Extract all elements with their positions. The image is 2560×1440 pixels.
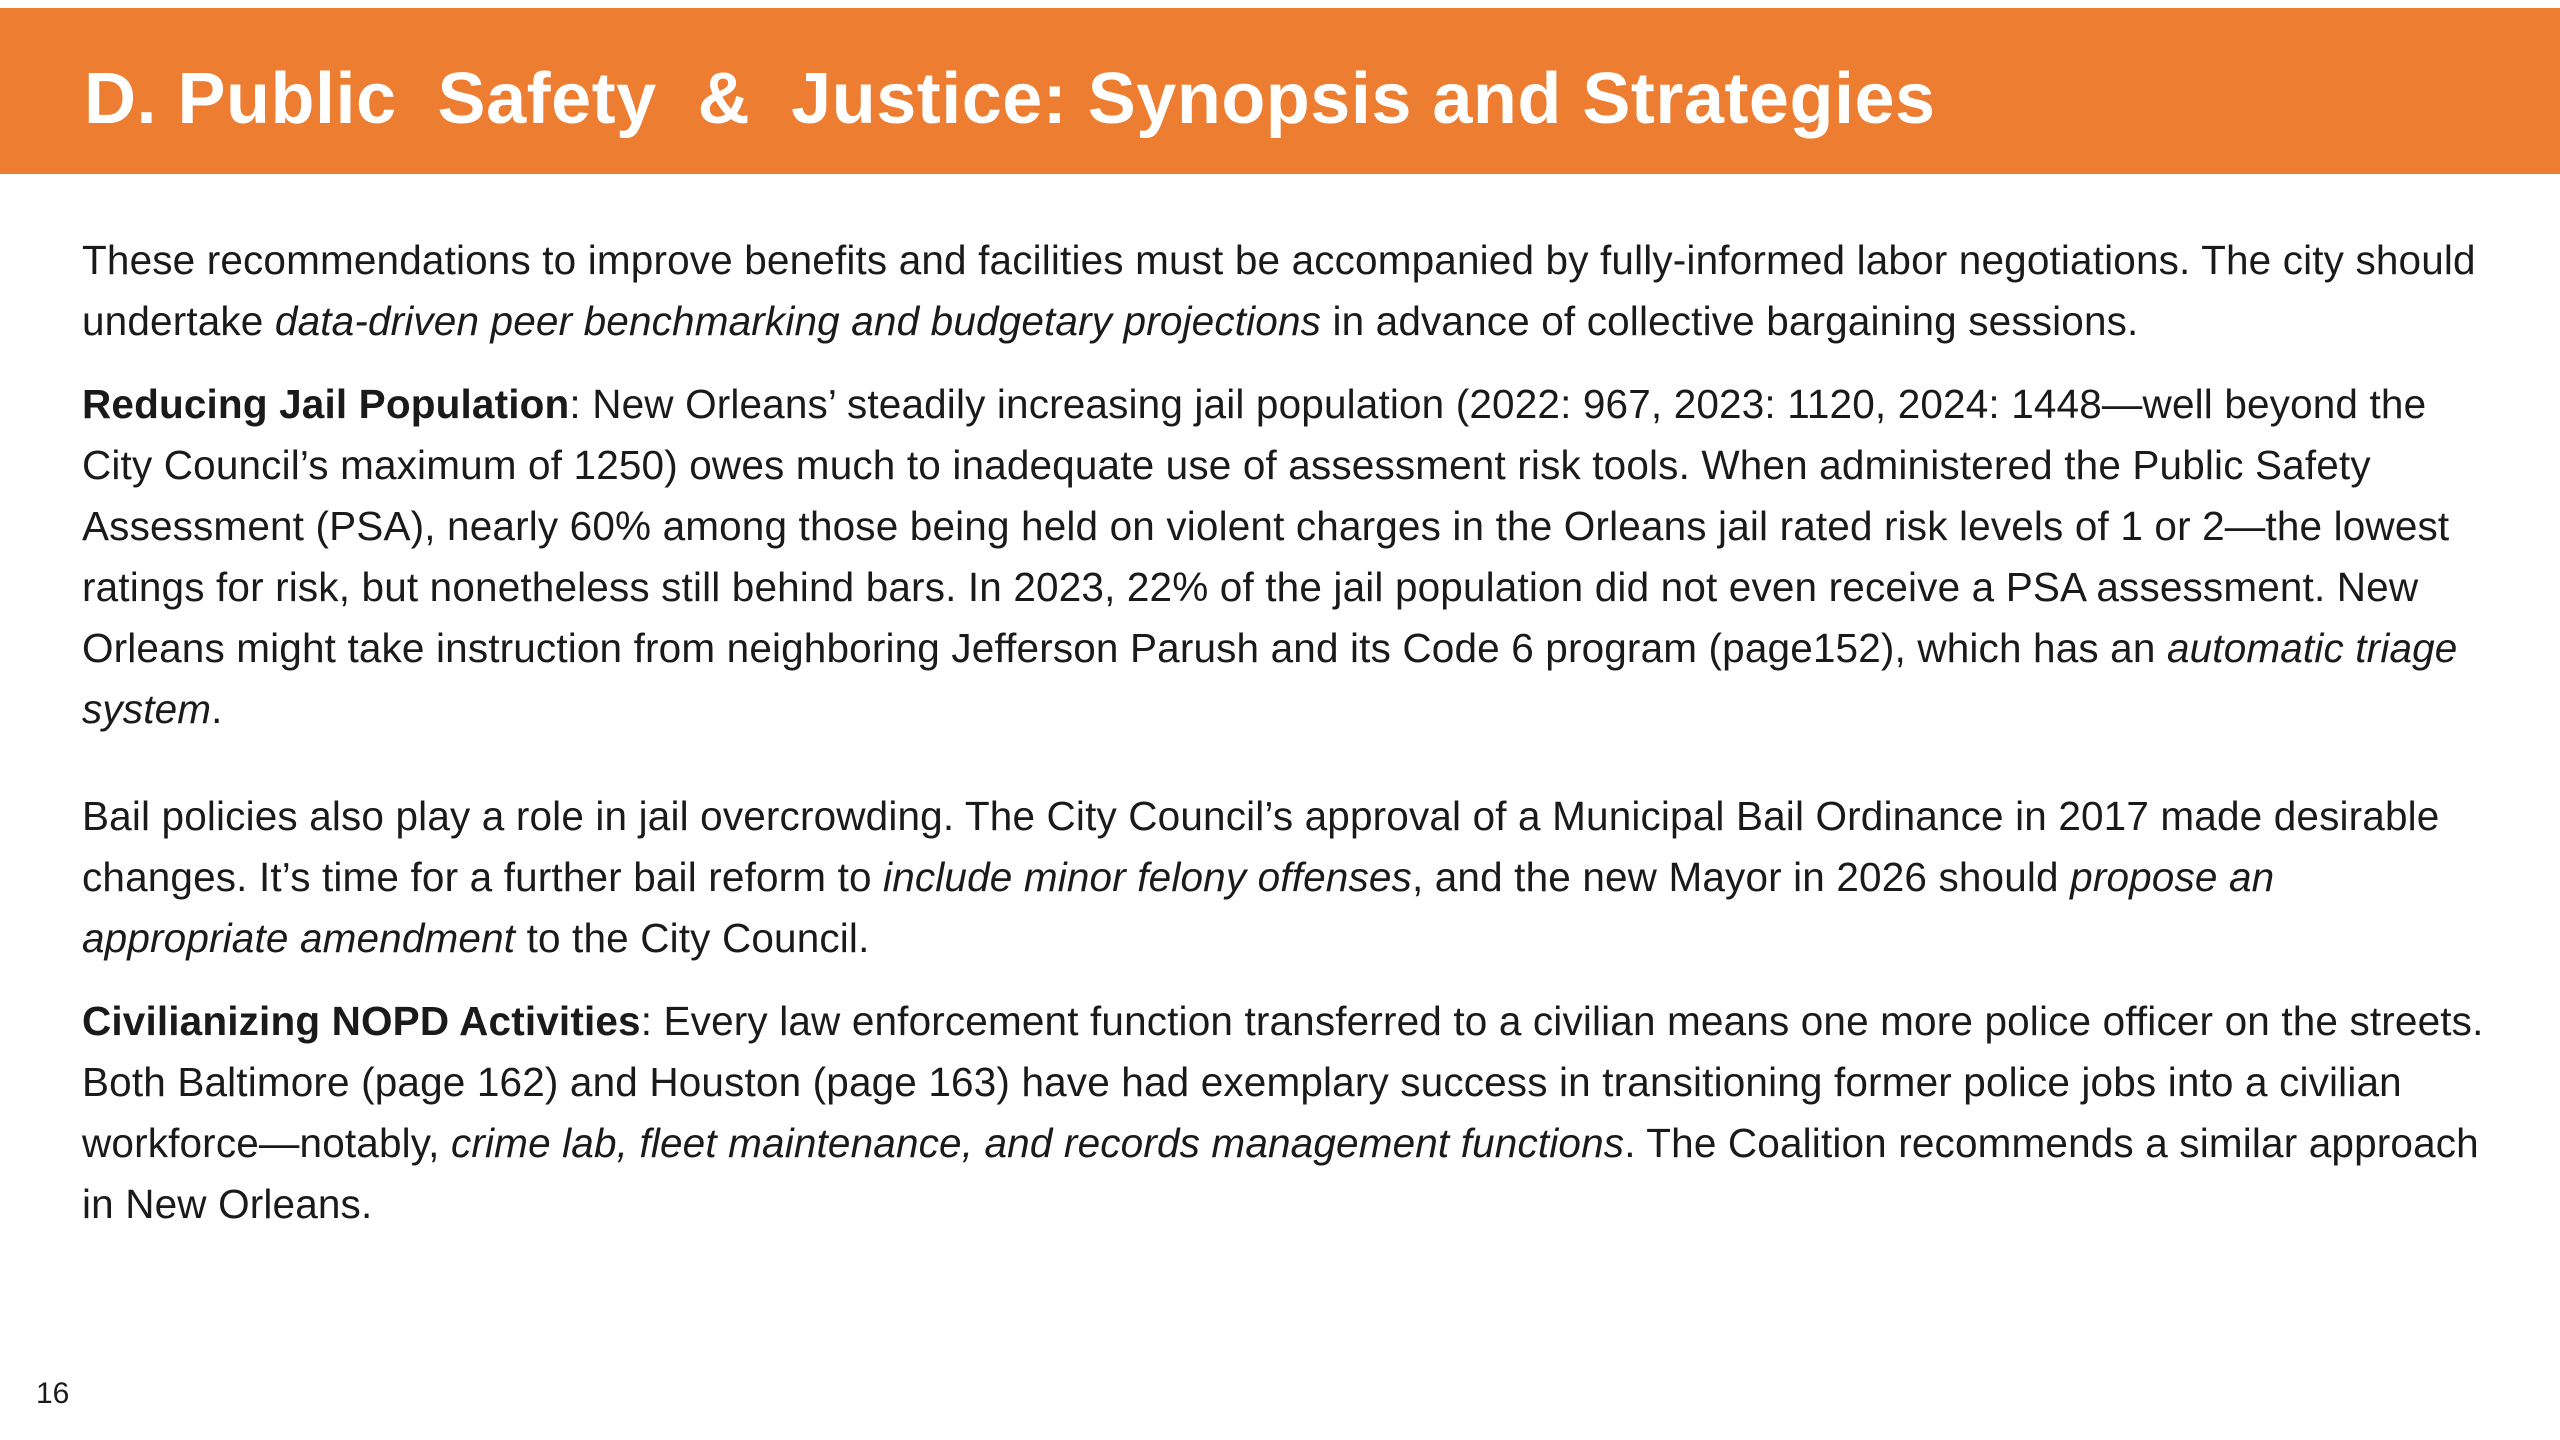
paragraph-civilianizing-nopd xyxy=(82,991,2492,1235)
paragraph-labor-negotiations xyxy=(82,230,2492,352)
paragraph-emphasis: crime lab, fleet maintenance, and records management functions xyxy=(451,1120,1625,1166)
paragraph-text: . The Coalition recommends a similar approach in New Orleans. xyxy=(82,1120,2479,1227)
page-title: D. Public Safety & Justice: Synopsis and Strategies xyxy=(84,59,1936,139)
paragraph-text: : New Orleans’ steadily increasing jail population (2022: 967, 2023: 1120, 2024: 1448—well beyond the City Council’s maximum of 1250) owes much to inadequate use of assessment risk tools. When administered the Public Safety Assessment (PSA), nearly 60% among those being held on violent charges in the Orleans jail rated risk levels of 1 or 2—the lowest ratings for risk, but nonetheless still behind bars. In 2023, 22% of the jail population did not even receive a PSA assessment. New Orleans might take instruction from neighboring Jefferson Parush and its Code 6 program (page152), which has an xyxy=(82,381,2450,671)
paragraph-text: Bail policies also play a role in jail overcrowding. The City Council’s approval of a Municipal Bail Ordinance in 2017 made desirable changes. It’s time for a further bail reform to xyxy=(82,793,2440,900)
paragraph-spacer xyxy=(82,969,2492,991)
page-number: 16 xyxy=(36,1377,70,1410)
header-bar xyxy=(0,8,2560,174)
paragraph-text: These recommendations to improve benefits and facilities must be accompanied by fully-informed labor negotiations. The city should undertake xyxy=(82,237,2476,344)
paragraph-spacer xyxy=(82,740,2492,786)
paragraph-reducing-jail-population xyxy=(82,374,2492,740)
paragraph-bail-policies xyxy=(82,786,2492,969)
paragraph-emphasis: propose an appropriate amendment xyxy=(82,854,2275,961)
paragraph-text: : Every law enforcement function transferred to a civilian means one more police officer on the streets. Both Baltimore (page 162) and Houston (page 163) have had exemplary success in transitioning former police jobs into a civilian workforce—notably, xyxy=(82,998,2484,1166)
paragraph-emphasis: data-driven peer benchmarking and budgetary projections xyxy=(274,298,1322,344)
paragraph-emphasis: include minor felony offenses xyxy=(883,854,1412,900)
paragraph-emphasis: automatic triage system xyxy=(82,625,2458,732)
paragraph-text: to the City Council. xyxy=(515,915,870,961)
content-body xyxy=(82,230,2492,1235)
section-lead-heading: Reducing Jail Population xyxy=(82,381,570,427)
section-lead-heading: Civilianizing NOPD Activities xyxy=(82,998,641,1044)
paragraph-spacer xyxy=(82,352,2492,374)
paragraph-text: , and the new Mayor in 2026 should xyxy=(1411,854,2071,900)
paragraph-text: in advance of collective bargaining sessions. xyxy=(1321,298,2139,344)
paragraph-text: . xyxy=(211,686,223,732)
